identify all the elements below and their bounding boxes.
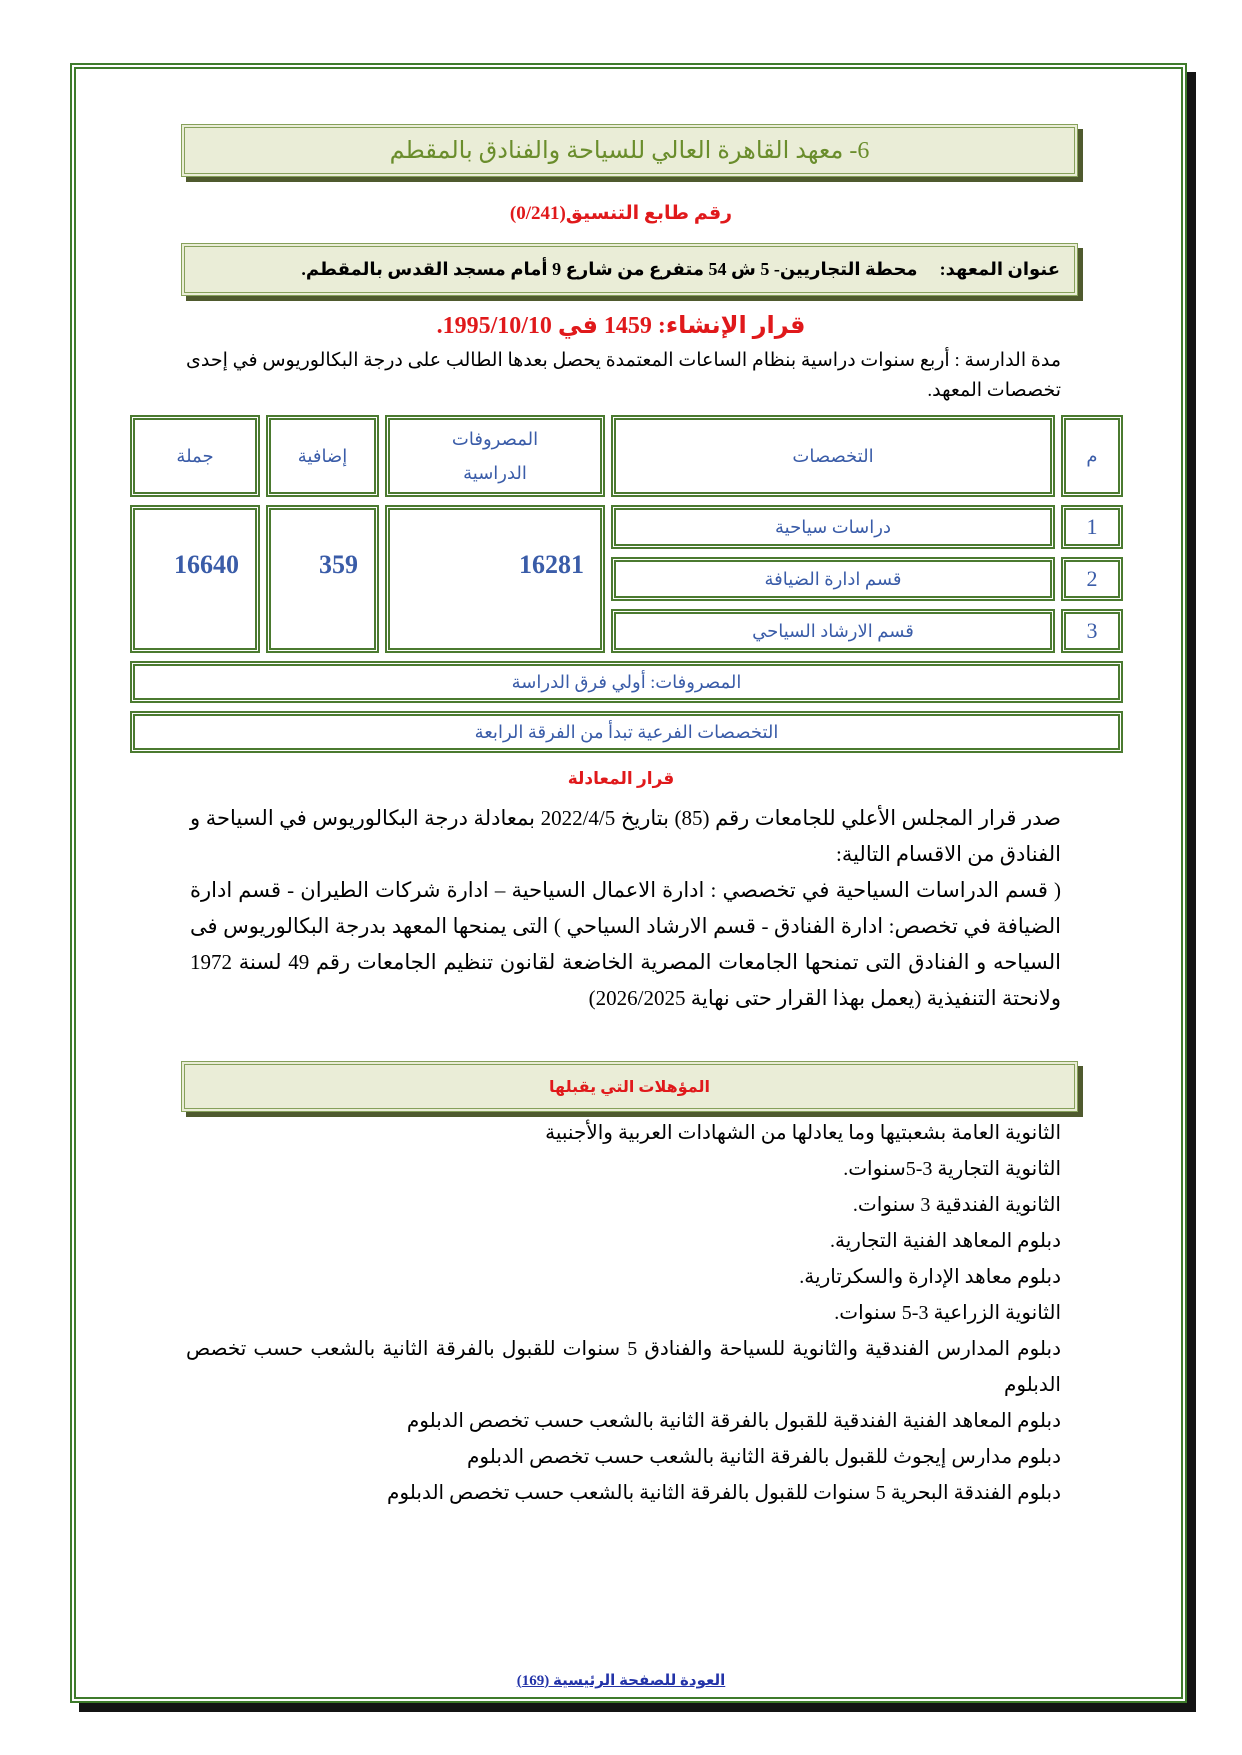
sub-specializations-note-bar (130, 711, 1123, 753)
qualifications-heading: المؤهلات التي يقبلها (549, 1078, 710, 1096)
header-additional-label: إضافية (297, 445, 348, 466)
establishment-decree: قرار الإنشاء: 1459 في 1995/10/10. (436, 313, 806, 339)
equivalence-paragraph: صدر قرار المجلس الأعلي للجامعات رقم (85) بتاريخ 2022/4/5 بمعادلة درجة البكالوريوس في السياحة و الفنادق من الاقسام التالية: (190, 806, 1061, 866)
qualifications-list (186, 1115, 1061, 1511)
sub-specializations-note: التخصصات الفرعية تبدأ من الفرقة الرابعة (474, 721, 779, 742)
row-number-cell (1061, 609, 1123, 653)
row-number: 3 (1086, 618, 1098, 643)
address-label: عنوان المعهد: (939, 259, 1060, 279)
row-number-cell (1061, 505, 1123, 549)
specialization-cell (611, 557, 1055, 601)
tuition-fees-cell (385, 505, 605, 653)
header-number-label: م (1086, 445, 1098, 466)
row-number-cell (1061, 557, 1123, 601)
qualification-item: الثانوية العامة بشعبتيها وما يعادلها من الشهادات العربية والأجنبية (545, 1122, 1061, 1144)
qualifications-heading-box (181, 1061, 1078, 1112)
qualification-item: دبلوم معاهد الإدارة والسكرتارية. (799, 1266, 1061, 1288)
coordination-stamp-number: رقم طابع التنسيق(0/241) (509, 203, 733, 224)
specialization-cell (611, 505, 1055, 549)
header-specializations-cell (611, 415, 1055, 497)
header-total-cell (130, 415, 260, 497)
header-specializations-label: التخصصات (792, 445, 874, 466)
qualification-item: دبلوم المدارس الفندقية والثانوية للسياحة والفنادق 5 سنوات للقبول بالفرقة الثانية بالشعب حسب تخصص الدبلوم (186, 1338, 1061, 1396)
address-box (181, 243, 1078, 296)
total-fees-value: 16640 (174, 550, 239, 579)
total-fees-cell (130, 505, 260, 653)
study-duration-paragraph: مدة الدارسة : أربع سنوات دراسية بنظام الساعات المعتمدة يحصل بعدها الطالب على درجة البكالوريوس في إحدى تخصصات المعهد. (186, 350, 1061, 401)
back-to-main-page-link[interactable]: العودة للصفحة الرئيسية (169) (516, 1673, 726, 1689)
institute-title-box (181, 124, 1078, 177)
header-total-label: جملة (176, 445, 214, 466)
header-number-cell (1061, 415, 1123, 497)
specialization-name: دراسات سياحية (775, 516, 891, 537)
row-number: 2 (1086, 566, 1098, 591)
qualification-item: الثانوية الفندقية 3 سنوات. (852, 1194, 1061, 1216)
address-value: محطة التجاريين- 5 ش 54 متفرع من شارع 9 أمام مسجد القدس بالمقطم. (301, 259, 918, 279)
qualification-item: دبلوم الفندقة البحرية 5 سنوات للقبول بالفرقة الثانية بالشعب حسب تخصص الدبلوم (387, 1482, 1061, 1504)
equivalence-paragraph: ( قسم الدراسات السياحية في تخصصي : ادارة الاعمال السياحية – ادارة شركات الطيران - قسم ادارة الضيافة في تخصص: ادارة الفنادق - قسم الارشاد السياحي ) التى يمنحها المعهد بدرجة البكالوريوس فى السياحه و الفنادق التى تمنحها الجامعات المصرية الخاضعة لقانون تنظيم الجامعات رقم 49 لسنة 1972 ولانحتة التنفيذية (يعمل بهذا القرار حتى نهاية 2026/2025) (190, 878, 1061, 1010)
additional-fees-cell (266, 505, 379, 653)
header-tuition-label-line-1: المصروفات (451, 429, 539, 449)
fees-table (130, 415, 1123, 753)
tuition-fees-value: 16281 (519, 550, 584, 579)
qualification-item: دبلوم المعاهد الفنية التجارية. (829, 1230, 1061, 1252)
qualification-item: الثانوية التجارية 3-5سنوات. (843, 1158, 1061, 1180)
fees-note-bar (130, 661, 1123, 703)
additional-fees-value: 359 (319, 550, 358, 579)
page-footer (0, 1670, 1242, 1692)
header-tuition-label-line-2: الدراسية (463, 463, 527, 483)
row-number: 1 (1086, 514, 1098, 539)
specialization-name: قسم ادارة الضيافة (764, 568, 902, 589)
qualification-item: دبلوم مدارس إيجوث للقبول بالفرقة الثانية بالشعب حسب تخصص الدبلوم (467, 1446, 1061, 1468)
header-tuition-cell (385, 415, 605, 497)
specialization-cell (611, 609, 1055, 653)
qualification-item: الثانوية الزراعية 3-5 سنوات. (834, 1302, 1061, 1324)
qualification-item: دبلوم المعاهد الفنية الفندقية للقبول بالفرقة الثانية بالشعب حسب تخصص الدبلوم (406, 1410, 1061, 1432)
header-additional-cell (266, 415, 379, 497)
specialization-name: قسم الارشاد السياحي (752, 620, 914, 641)
equivalence-decree-heading: قرار المعادلة (567, 769, 675, 788)
institute-title: 6- معهد القاهرة العالي للسياحة والفنادق بالمقطم (389, 138, 870, 164)
fees-note: المصروفات: أولي فرق الدراسة (511, 671, 742, 692)
equivalence-decree-text (190, 800, 1061, 1052)
